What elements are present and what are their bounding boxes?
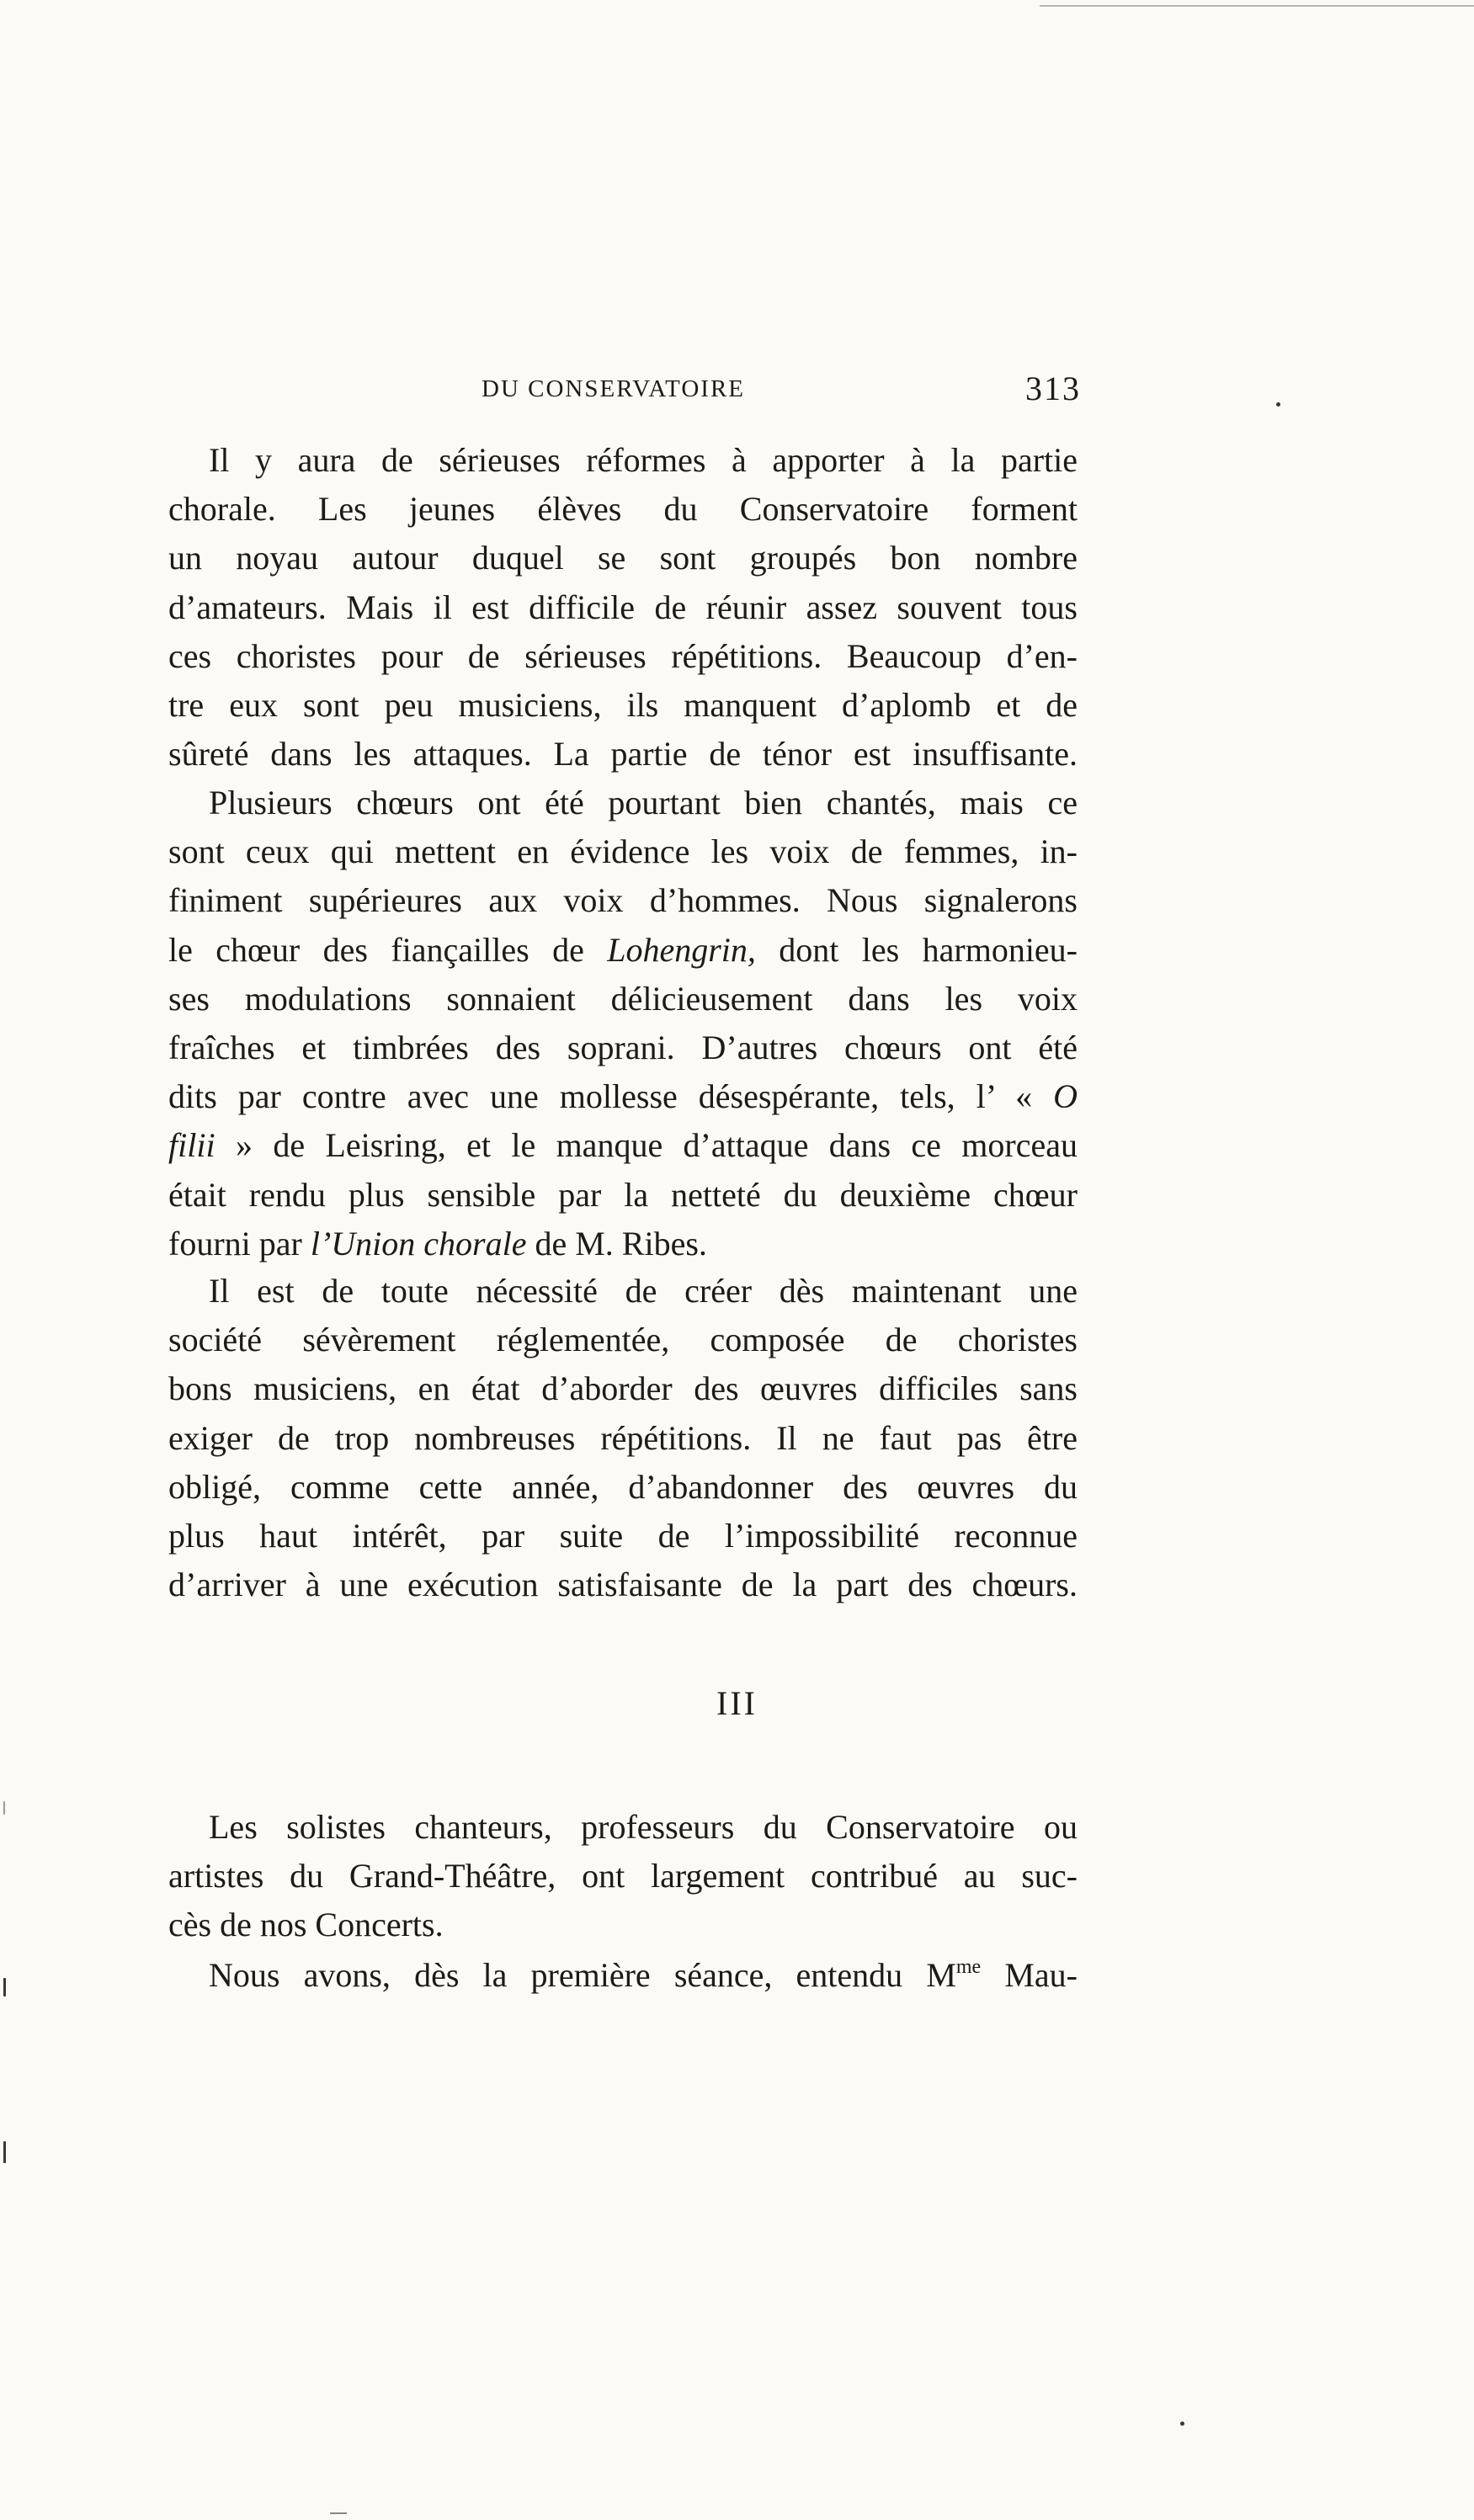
section-heading: III: [716, 1684, 758, 1722]
superscript: me: [955, 1956, 982, 1978]
running-title: DU CONSERVATOIRE: [482, 375, 746, 402]
paragraph-2: [168, 779, 1078, 1268]
text-line: bons musiciens, en état d’aborder des œuvres difficiles sans: [168, 1369, 1078, 1408]
text-line: Il y aura de sérieuses réformes à apporter à la partie: [209, 441, 1078, 479]
text-line: Les solistes chanteurs, professeurs du Conservatoire ou: [209, 1808, 1078, 1846]
paragraph-3: [168, 1267, 1078, 1609]
section-paragraph-1: [168, 1803, 1078, 1950]
text-line: était rendu plus sensible par la netteté du deuxième chœur: [168, 1175, 1078, 1214]
text-line: plus haut intérêt, par suite de l’impossibilité reconnue: [168, 1517, 1078, 1555]
italic-word: filii: [168, 1126, 216, 1165]
text-line: [168, 926, 1078, 975]
page-number: 313: [1025, 369, 1081, 407]
text-line: [168, 1121, 1078, 1170]
edge-mark: [3, 2141, 6, 2163]
text-line: finiment supérieures aux voix d’hommes. Nous signalerons: [168, 881, 1078, 920]
paragraph-1: [168, 436, 1078, 779]
speck-mark: [1276, 402, 1280, 407]
text-line: fraîches et timbrées des soprani. D’autres chœurs ont été: [168, 1029, 1078, 1067]
text-line: Plusieurs chœurs ont été pourtant bien chantés, mais ce: [209, 784, 1078, 821]
text-line: d’arriver à une exécution satisfaisante de la part des chœurs.: [168, 1566, 1078, 1604]
text-line: [168, 1072, 1078, 1121]
text-line: obligé, comme cette année, d’abandonner des œuvres du: [168, 1467, 1078, 1506]
italic-title-lohengrin: Lohengrin,: [607, 930, 756, 969]
text-line: Il est de toute nécessité de créer dès maintenant une: [209, 1272, 1078, 1310]
italic-word: O: [1053, 1077, 1078, 1116]
text-line: chorale. Les jeunes élèves du Conservatoire forment: [168, 490, 1078, 529]
text-line: cès de nos Concerts.: [168, 1906, 444, 1944]
bottom-mark: [330, 2512, 347, 2514]
text-line: [168, 1951, 1078, 2000]
running-head: [168, 369, 1081, 419]
text-run: dits par contre avec une mollesse désespérante, tels, l’ «: [168, 1077, 1054, 1116]
text-line: tre eux sont peu musiciens, ils manquent d’aplomb et de: [168, 686, 1078, 725]
text-line: société sévèrement réglementée, composée de choristes: [168, 1321, 1078, 1359]
text-run: le chœur des fiançailles de: [168, 930, 608, 969]
edge-mark: [3, 1978, 6, 1996]
text-line: exiger de trop nombreuses répétitions. Il ne faut pas être: [168, 1418, 1078, 1457]
speck-mark: [1180, 2422, 1184, 2426]
text-line: ces choristes pour de sérieuses répétitions. Beaucoup d’en-: [168, 636, 1078, 675]
text-run: de M. Ribes.: [526, 1224, 707, 1263]
edge-mark: [3, 1801, 5, 1815]
text-run: dont les harmonieu-: [755, 930, 1078, 969]
text-line: artistes du Grand-Théâtre, ont largement contribué au suc-: [168, 1857, 1078, 1895]
text-run: fourni par: [168, 1224, 311, 1263]
italic-title-union-chorale: l’Union chorale: [310, 1224, 527, 1263]
section-paragraph-2: [168, 1951, 1078, 2000]
text-run: Mau-: [981, 1956, 1078, 1994]
text-line: d’amateurs. Mais il est difficile de réunir assez souvent tous: [168, 587, 1078, 626]
text-line: un noyau autour duquel se sont groupés bon nombre: [168, 539, 1078, 577]
text-line: sont ceux qui mettent en évidence les voix de femmes, in-: [168, 832, 1078, 871]
text-run: Nous avons, dès la première séance, entendu M: [209, 1956, 956, 1994]
text-line: sûreté dans les attaques. La partie de ténor est insuffisante.: [168, 735, 1078, 774]
text-line: [168, 1220, 1078, 1268]
text-line: ses modulations sonnaient délicieusement dans les voix: [168, 979, 1078, 1018]
top-edge-rule: [1040, 5, 1474, 7]
text-run: » de Leisring, et le manque d’attaque dans ce morceau: [215, 1126, 1078, 1165]
